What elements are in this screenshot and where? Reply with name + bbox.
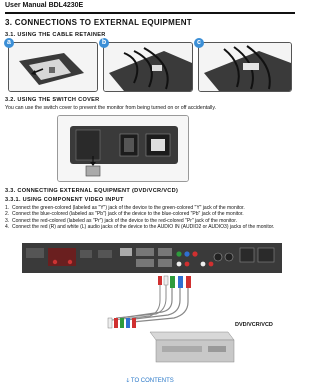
dvd-device (150, 332, 234, 362)
step-b-badge: b (99, 38, 109, 48)
port (80, 250, 92, 258)
speaker-terminal (48, 248, 76, 266)
device-label: DVD/VCR/VCD (235, 322, 273, 328)
step-c-badge: c (194, 38, 204, 48)
step-a-badge: a (4, 38, 14, 48)
step-text: Connect the green-colored (labeled as "Y") jack of the device to the green-colored "Y" jack of the monitor. (12, 205, 245, 211)
ac-inlet (258, 248, 274, 262)
jack-pb (184, 251, 189, 256)
jack-y (176, 251, 181, 256)
subsection-3-2-title: 3.2. USING THE SWITCH COVER (5, 97, 100, 103)
switch-cover-description: You can use the switch cover to prevent the monitor from being turned on or off accidentally. (5, 105, 216, 111)
port (26, 248, 44, 258)
subsection-3-3-title: 3.3. CONNECTING EXTERNAL EQUIPMENT (DVD/VCR/VCD) (5, 188, 179, 194)
subsection-3-1-title: 3.1. USING THE CABLE RETAINER (5, 32, 106, 38)
power-switch (240, 248, 254, 262)
port (136, 248, 154, 256)
jack-pr (192, 251, 197, 256)
step-text: Connect the blue-colored (labeled as "Pb") jack of the device to the blue-colored "Pb" jack of the monitor. (12, 211, 244, 218)
subsection-3-3-1-title: 3.3.1. USING COMPONENT VIDEO INPUT (5, 197, 124, 203)
audio-cable (112, 276, 168, 320)
step-number: 4. (5, 223, 10, 230)
header-title: User Manual BDL4230E (5, 2, 84, 9)
jack-audio-r (185, 262, 190, 267)
jack-audio-l (177, 262, 182, 267)
step-text: Connect the red (R) and white (L) audio jacks of the device to the AUDIO IN (AUDIO2 or AUDIO3) jacks of the monitor. (12, 223, 275, 230)
port (136, 259, 154, 267)
step-number: 2. (5, 211, 10, 218)
component-cable (120, 276, 191, 322)
step-number: 1. (5, 205, 10, 211)
section-title: 3. CONNECTIONS TO EXTERNAL EQUIPMENT (5, 18, 192, 27)
to-contents-link[interactable]: ↆ TO CONTENTS (126, 378, 174, 384)
step-number: 3. (5, 217, 10, 224)
port (158, 248, 172, 256)
port (158, 259, 172, 267)
port (120, 248, 132, 256)
port (98, 250, 112, 258)
step-text: Connect the red-colored (labeled as "Pr") jack of the device to the red-colored "Pr" jack of the monitor. (12, 217, 237, 224)
